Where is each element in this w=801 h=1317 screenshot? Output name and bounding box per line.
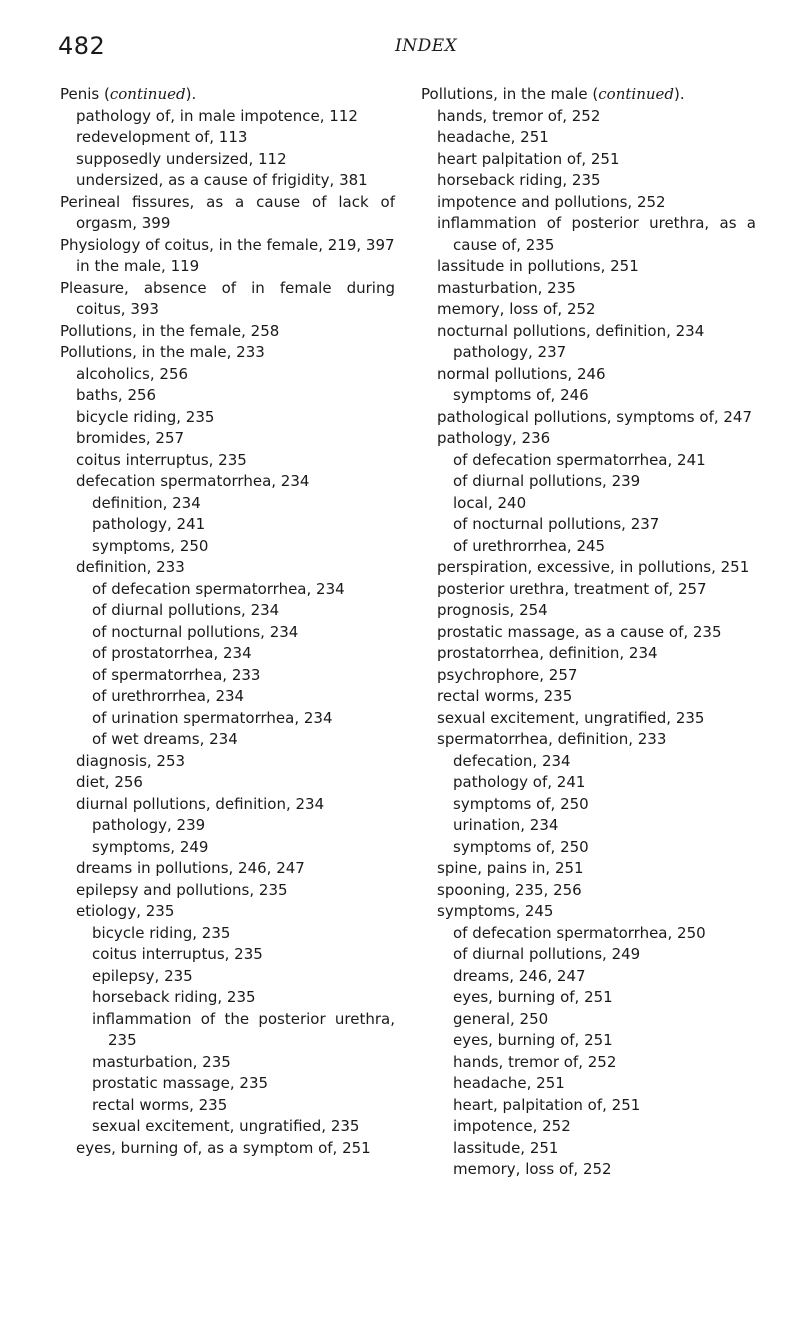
index-subentry [92,1095,395,1117]
entry-text: pathology, 237 [453,343,567,361]
index-subentry [437,321,756,343]
index-subentry [92,643,395,665]
entry-text: inflammation of the posterior urethra, 235 [92,1009,395,1049]
entry-text: definition, 234 [92,493,201,512]
index-heading-entry [60,278,395,321]
index-heading-entry: Pollutions, in the male (continued). [421,85,685,103]
entry-text: pathology, 241 [92,515,206,533]
entry-text: of diurnal pollutions, 249 [453,945,641,963]
index-subentry [453,966,756,988]
index-subentry [92,1073,395,1095]
entry-text: Pollutions, in the male [421,85,593,103]
index-subentry [92,600,395,622]
entry-text: diurnal pollutions, definition, 234 [76,794,325,813]
entry-text: of prostatorrhea, 234 [92,644,252,662]
index-subentry [453,815,756,837]
index-subentry [437,127,756,149]
entry-text: dreams in pollutions, 246, 247 [76,859,305,877]
entry-text: symptoms of, 250 [453,837,589,856]
entry-text: of defecation spermatorrhea, 241 [453,450,706,469]
index-subentry [76,428,395,450]
index-subentry [437,407,756,429]
entry-text: spooning, 235, 256 [437,880,582,899]
entry-text: of spermatorrhea, 233 [92,665,261,684]
index-subentry [453,944,756,966]
entry-text: prostatic massage, 235 [92,1074,269,1092]
entry-text: Pollutions, in the male, 233 [60,343,265,361]
entry-text: in the male, 119 [76,257,200,275]
entry-text: rectal worms, 235 [437,687,573,705]
entry-text: Pleasure, absence of in female during coitus, 393 [60,278,395,318]
index-subentry [92,579,395,601]
index-subentry [437,880,756,902]
entry-text: redevelopment of, 113 [76,128,248,146]
index-subentry [453,1052,756,1074]
entry-text: of diurnal pollutions, 234 [92,601,280,619]
entry-suffix: . [191,85,197,103]
index-subentry [76,751,395,773]
index-subentry [453,536,756,558]
entry-text: perspiration, excessive, in pollutions, 251 [437,558,750,576]
index-subentry [92,837,395,859]
entry-text: rectal worms, 235 [92,1095,228,1114]
index-subentry [76,385,395,407]
running-head: INDEX [395,36,458,56]
entry-text: horseback riding, 235 [437,171,601,189]
entry-text: defecation spermatorrhea, 234 [76,472,310,490]
entry-text: pathology of, in male impotence, 112 [76,106,358,125]
entry-text: Perineal fissures, as a cause of lack of orgasm, 399 [60,192,395,232]
entry-text: pathology, 236 [437,429,551,447]
page-header [58,32,743,64]
index-subentry [92,815,395,837]
index-column-right [421,84,756,1181]
entry-text: posterior urethra, treatment of, 257 [437,579,707,598]
entry-text: definition, 233 [76,558,185,576]
entry-text: of urethrorrhea, 245 [453,536,606,555]
entry-text: nocturnal pollutions, definition, 234 [437,321,705,340]
index-subentry [453,471,756,493]
entry-text: lassitude in pollutions, 251 [437,257,639,275]
entry-text: inflammation of posterior urethra, as a cause of, 235 [437,214,756,254]
entry-text: eyes, burning of, 251 [453,988,613,1006]
entry-text: dreams, 246, 247 [453,966,586,985]
entry-text: pathology, 239 [92,816,206,834]
index-subentry [76,170,395,192]
entry-text: diet, 256 [76,773,143,791]
entry-text: of nocturnal pollutions, 237 [453,515,660,533]
entry-text: eyes, burning of, as a symptom of, 251 [76,1138,371,1157]
entry-text: symptoms, 245 [437,902,554,920]
index-subentry [92,729,395,751]
entry-text: hands, tremor of, 252 [437,106,601,125]
index-subentry [437,901,756,923]
entry-text: diagnosis, 253 [76,751,186,770]
entry-text: general, 250 [453,1009,549,1028]
index-subentry [437,278,756,300]
index-subentry [76,256,395,278]
entry-text: of urination spermatorrhea, 234 [92,708,333,727]
entry-text: coitus interruptus, 235 [92,945,263,963]
entry-text: defecation, 234 [453,751,571,770]
entry-text: alcoholics, 256 [76,364,189,383]
index-subentry [76,106,395,128]
entry-text: normal pollutions, 246 [437,364,606,383]
index-subentry [92,493,395,515]
index-subentry [437,708,756,730]
index-subentry [453,987,756,1009]
entry-text: Physiology of coitus, in the female, 219, 397 [60,235,395,254]
entry-text: coitus interruptus, 235 [76,450,247,469]
index-subentry [437,364,756,386]
entry-text: heart, palpitation of, 251 [453,1095,641,1114]
entry-text: undersized, as a cause of frigidity, 381 [76,171,368,189]
index-subentry [453,837,756,859]
entry-text: headache, 251 [453,1074,565,1092]
entry-text: sexual excitement, ungratified, 235 [92,1117,360,1135]
index-subentry [76,407,395,429]
index-subentry [453,1073,756,1095]
entry-text: bromides, 257 [76,429,185,447]
continued-label: continued [598,85,674,103]
index-subentry [437,600,756,622]
index-subentry [453,1159,756,1181]
entry-text: masturbation, 235 [92,1052,231,1071]
index-subentry [453,514,756,536]
index-subentry [92,944,395,966]
index-subentry [437,213,756,256]
index-subentry [437,149,756,171]
index-heading-entry [60,321,395,343]
index-heading-entry: Penis (continued). [60,85,197,103]
index-subentry [453,493,756,515]
index-subentry [437,665,756,687]
entry-text: etiology, 235 [76,902,175,920]
entry-text: epilepsy, 235 [92,966,193,985]
entry-text: pathological pollutions, symptoms of, 247 [437,407,753,426]
index-subentry [92,966,395,988]
entry-text: symptoms of, 246 [453,386,589,404]
entry-text: symptoms of, 250 [453,794,589,813]
entry-text: masturbation, 235 [437,278,576,297]
entry-text: of diurnal pollutions, 239 [453,472,641,490]
entry-text: epilepsy and pollutions, 235 [76,880,288,899]
index-subentry [92,923,395,945]
entry-text: urination, 234 [453,816,559,834]
entry-text: memory, loss of, 252 [453,1160,612,1178]
index-subentry [453,1009,756,1031]
index-subentry [76,772,395,794]
index-subentry [453,1030,756,1052]
index-subentry [92,987,395,1009]
index-subentry [437,686,756,708]
index-subentry [76,450,395,472]
index-subentry [453,923,756,945]
entry-text: impotence and pollutions, 252 [437,192,666,211]
index-subentry [453,1116,756,1138]
index-subentry [92,665,395,687]
entry-text: hands, tremor of, 252 [453,1052,617,1071]
index-subentry [453,450,756,472]
entry-text: horseback riding, 235 [92,988,256,1006]
index-subentry [92,622,395,644]
index-heading-entry [60,192,395,235]
page-number: 482 [58,32,106,60]
index-subentry [453,1138,756,1160]
entry-text: Penis [60,85,104,103]
index-subentry [437,192,756,214]
entry-text: of nocturnal pollutions, 234 [92,622,299,641]
index-subentry [437,106,756,128]
index-subentry [92,1116,395,1138]
entry-text: lassitude, 251 [453,1138,559,1157]
index-subentry [76,1138,395,1160]
index-subentry [453,342,756,364]
entry-text: prostatic massage, as a cause of, 235 [437,622,722,641]
index-subentry [437,622,756,644]
entry-text: of urethrorrhea, 234 [92,687,245,705]
entry-text: heart palpitation of, 251 [437,149,620,168]
index-subentry [76,557,395,579]
entry-text: supposedly undersized, 112 [76,149,287,168]
entry-text: prostatorrhea, definition, 234 [437,644,658,662]
index-heading-entry [60,342,395,364]
index-subentry [92,1009,395,1052]
entry-text: Pollutions, in the female, 258 [60,321,280,340]
entry-suffix: . [679,85,685,103]
entry-text: bicycle riding, 235 [76,407,215,426]
index-subentry [76,127,395,149]
index-subentry [437,858,756,880]
entry-text: headache, 251 [437,128,549,146]
entry-text: spine, pains in, 251 [437,859,584,877]
entry-text: impotence, 252 [453,1117,571,1135]
entry-text: spermatorrhea, definition, 233 [437,730,667,748]
index-subentry [453,794,756,816]
entry-text: of wet dreams, 234 [92,730,238,748]
index-subentry [437,170,756,192]
index-subentry [437,643,756,665]
index-subentry [453,385,756,407]
index-subentry [437,256,756,278]
entry-text: psychrophore, 257 [437,665,578,684]
index-subentry [92,708,395,730]
index-subentry [76,880,395,902]
index-column-left [60,84,395,1159]
index-subentry [76,794,395,816]
entry-text: memory, loss of, 252 [437,300,596,318]
entry-text: local, 240 [453,493,527,512]
index-subentry [76,149,395,171]
index-subentry [76,471,395,493]
index-subentry [76,364,395,386]
index-subentry [76,858,395,880]
index-subentry [453,772,756,794]
index-subentry [437,557,756,579]
entry-text: sexual excitement, ungratified, 235 [437,708,705,727]
entry-text: baths, 256 [76,386,157,404]
continued-label: continued [109,85,186,103]
index-subentry [437,428,756,450]
index-subentry [92,536,395,558]
entry-text: eyes, burning of, 251 [453,1031,613,1049]
entry-text: of defecation spermatorrhea, 234 [92,579,345,598]
index-subentry [92,1052,395,1074]
entry-text: symptoms, 249 [92,837,209,856]
index-heading-entry [60,235,395,257]
index-subentry [76,901,395,923]
index-subentry [437,299,756,321]
entry-text: bicycle riding, 235 [92,923,231,942]
index-subentry [453,751,756,773]
index-subentry [92,514,395,536]
index-subentry [453,1095,756,1117]
index-subentry [437,579,756,601]
entry-text: symptoms, 250 [92,536,209,555]
index-subentry [437,729,756,751]
entry-text: pathology of, 241 [453,773,586,791]
index-subentry [92,686,395,708]
entry-text: of defecation spermatorrhea, 250 [453,923,706,942]
entry-text: prognosis, 254 [437,601,548,619]
